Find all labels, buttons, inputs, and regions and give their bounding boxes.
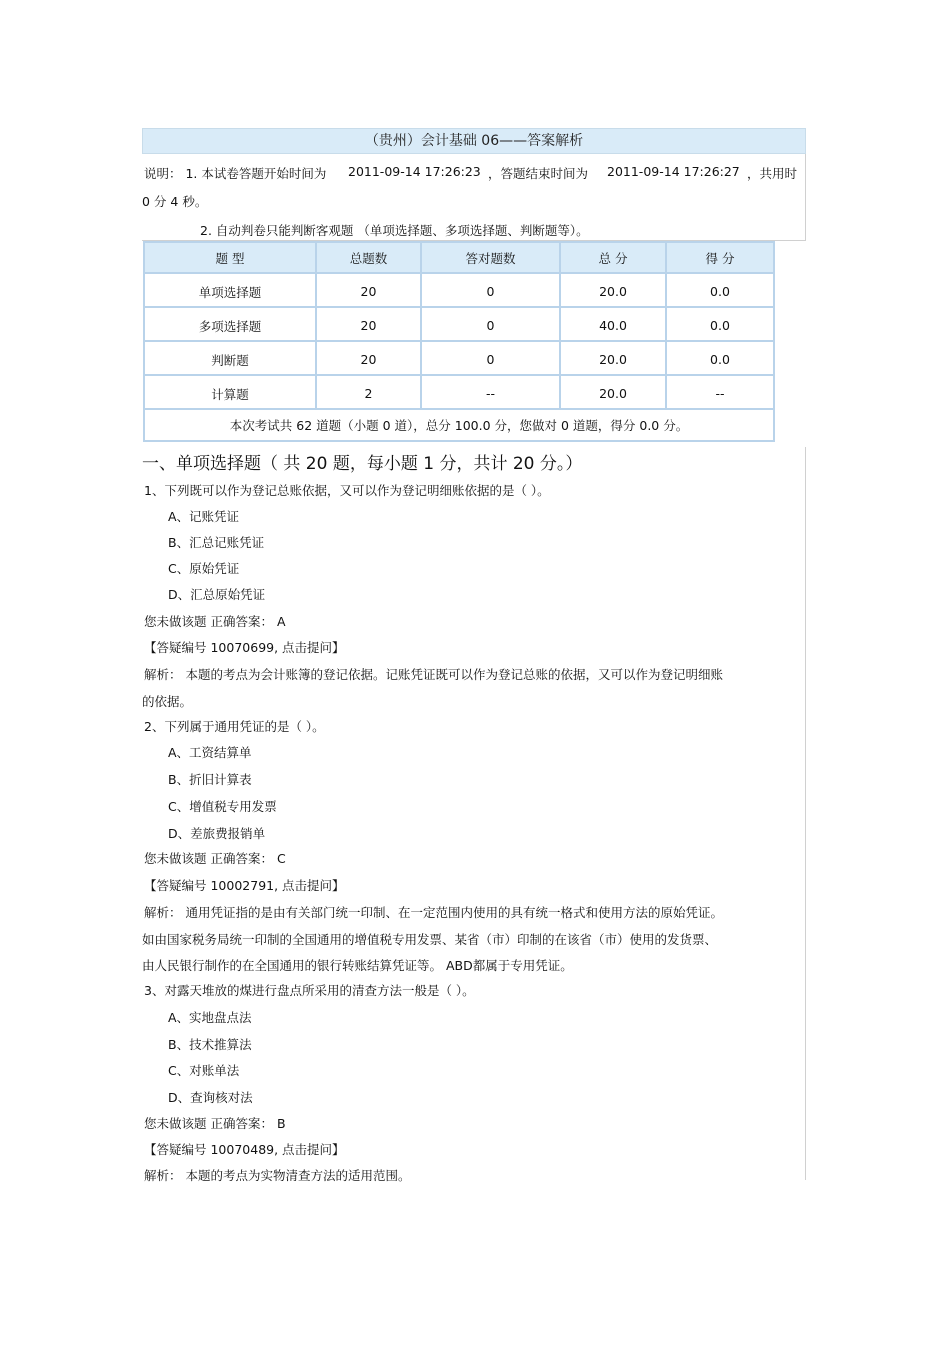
table-cell: 0.0 — [666, 341, 774, 375]
table-row — [144, 341, 774, 375]
question-option: C、对账单法 — [168, 1063, 240, 1078]
answer-status: 您未做该题 正确答案： A — [144, 614, 286, 629]
table-header: 题 型 — [144, 242, 316, 273]
question-option: A、实地盘点法 — [168, 1010, 252, 1025]
question-option: A、工资结算单 — [168, 745, 252, 760]
instruction-end-label: ，答题结束时间为 — [488, 166, 589, 181]
ask-question-link[interactable]: 【答疑编号 10070489, 点击提问】 — [144, 1142, 345, 1157]
exam-instructions — [142, 154, 806, 241]
table-header-row — [144, 242, 774, 273]
question-stem: 3、对露天堆放的煤进行盘点所采用的清查方法一般是（ ）。 — [144, 983, 475, 998]
section-heading: 一、单项选择题（ 共 20 题，每小题 1 分，共计 20 分。） — [142, 454, 583, 474]
table-cell: 0.0 — [666, 273, 774, 307]
instruction-duration-label: ，共用时 — [747, 166, 798, 181]
table-cell: 20 — [316, 341, 421, 375]
analysis-text: 解析： 本题的考点为实物清查方法的适用范围。 — [144, 1168, 411, 1183]
table-cell: 判断题 — [144, 341, 316, 375]
table-header: 总题数 — [316, 242, 421, 273]
analysis-text: 由人民银行制作的在全国通用的银行转账结算凭证等。 ABD都属于专用凭证。 — [142, 958, 573, 973]
ask-question-link[interactable]: 【答疑编号 10070699, 点击提问】 — [144, 640, 345, 655]
table-header: 得 分 — [666, 242, 774, 273]
table-cell: 0 — [421, 273, 560, 307]
ask-question-link[interactable]: 【答疑编号 10002791, 点击提问】 — [144, 878, 345, 893]
question-stem: 2、下列属于通用凭证的是（ ）。 — [144, 719, 325, 734]
table-header: 答对题数 — [421, 242, 560, 273]
analysis-text: 解析： 通用凭证指的是由有关部门统一印制、在一定范围内使用的具有统一格式和使用方法的原始凭证。 — [144, 905, 723, 920]
page-title: （贵州）会计基础 06——答案解析 — [142, 128, 806, 154]
auto-grading-note: 2. 自动判卷只能判断客观题 （单项选择题、多项选择题、判断题等）。 — [200, 223, 589, 238]
question-stem: 1、下列既可以作为登记总账依据，又可以作为登记明细账依据的是（ ）。 — [144, 483, 550, 498]
question-option: A、记账凭证 — [168, 509, 240, 524]
analysis-text: 的依据。 — [142, 694, 193, 709]
question-option: C、增值税专用发票 — [168, 799, 277, 814]
question-section — [142, 447, 806, 1183]
table-cell: 多项选择题 — [144, 307, 316, 341]
question-option: D、查询核对法 — [168, 1090, 253, 1105]
analysis-text: 解析： 本题的考点为会计账簿的登记依据。记账凭证既可以作为登记总账的依据，又可以作为登记明细账 — [144, 667, 723, 682]
answer-status: 您未做该题 正确答案： B — [144, 1116, 286, 1131]
table-cell: 20.0 — [560, 375, 666, 409]
question-option: B、技术推算法 — [168, 1037, 252, 1052]
question-option: C、原始凭证 — [168, 561, 240, 576]
table-cell: 0 — [421, 341, 560, 375]
question-option: D、汇总原始凭证 — [168, 587, 266, 602]
question-option: B、折旧计算表 — [168, 772, 252, 787]
table-cell: 20 — [316, 273, 421, 307]
table-cell: -- — [421, 375, 560, 409]
score-summary-table — [143, 241, 775, 442]
table-row — [144, 375, 774, 409]
table-cell: -- — [666, 375, 774, 409]
instruction-start-label: 说明： 1. 本试卷答题开始时间为 — [144, 166, 327, 181]
exam-summary: 本次考试共 62 道题（小题 0 道），总分 100.0 分，您做对 0 道题，得分 0.0 分。 — [144, 409, 774, 441]
table-cell: 20.0 — [560, 273, 666, 307]
table-cell: 单项选择题 — [144, 273, 316, 307]
start-time: 2011-09-14 17:26:23 — [348, 164, 481, 179]
table-cell: 计算题 — [144, 375, 316, 409]
table-cell: 20 — [316, 307, 421, 341]
table-summary-row — [144, 409, 774, 441]
question-option: B、汇总记账凭证 — [168, 535, 265, 550]
table-row — [144, 273, 774, 307]
table-cell: 0.0 — [666, 307, 774, 341]
table-cell: 40.0 — [560, 307, 666, 341]
analysis-text: 如由国家税务局统一印制的全国通用的增值税专用发票、某省（市）印制的在该省（市）使用的发货票、 — [142, 932, 718, 947]
question-option: D、差旅费报销单 — [168, 826, 266, 841]
end-time: 2011-09-14 17:26:27 — [607, 164, 740, 179]
duration: 0 分 4 秒。 — [142, 194, 208, 209]
table-cell: 20.0 — [560, 341, 666, 375]
answer-status: 您未做该题 正确答案： C — [144, 851, 286, 866]
table-row — [144, 307, 774, 341]
table-cell: 0 — [421, 307, 560, 341]
table-cell: 2 — [316, 375, 421, 409]
table-header: 总 分 — [560, 242, 666, 273]
